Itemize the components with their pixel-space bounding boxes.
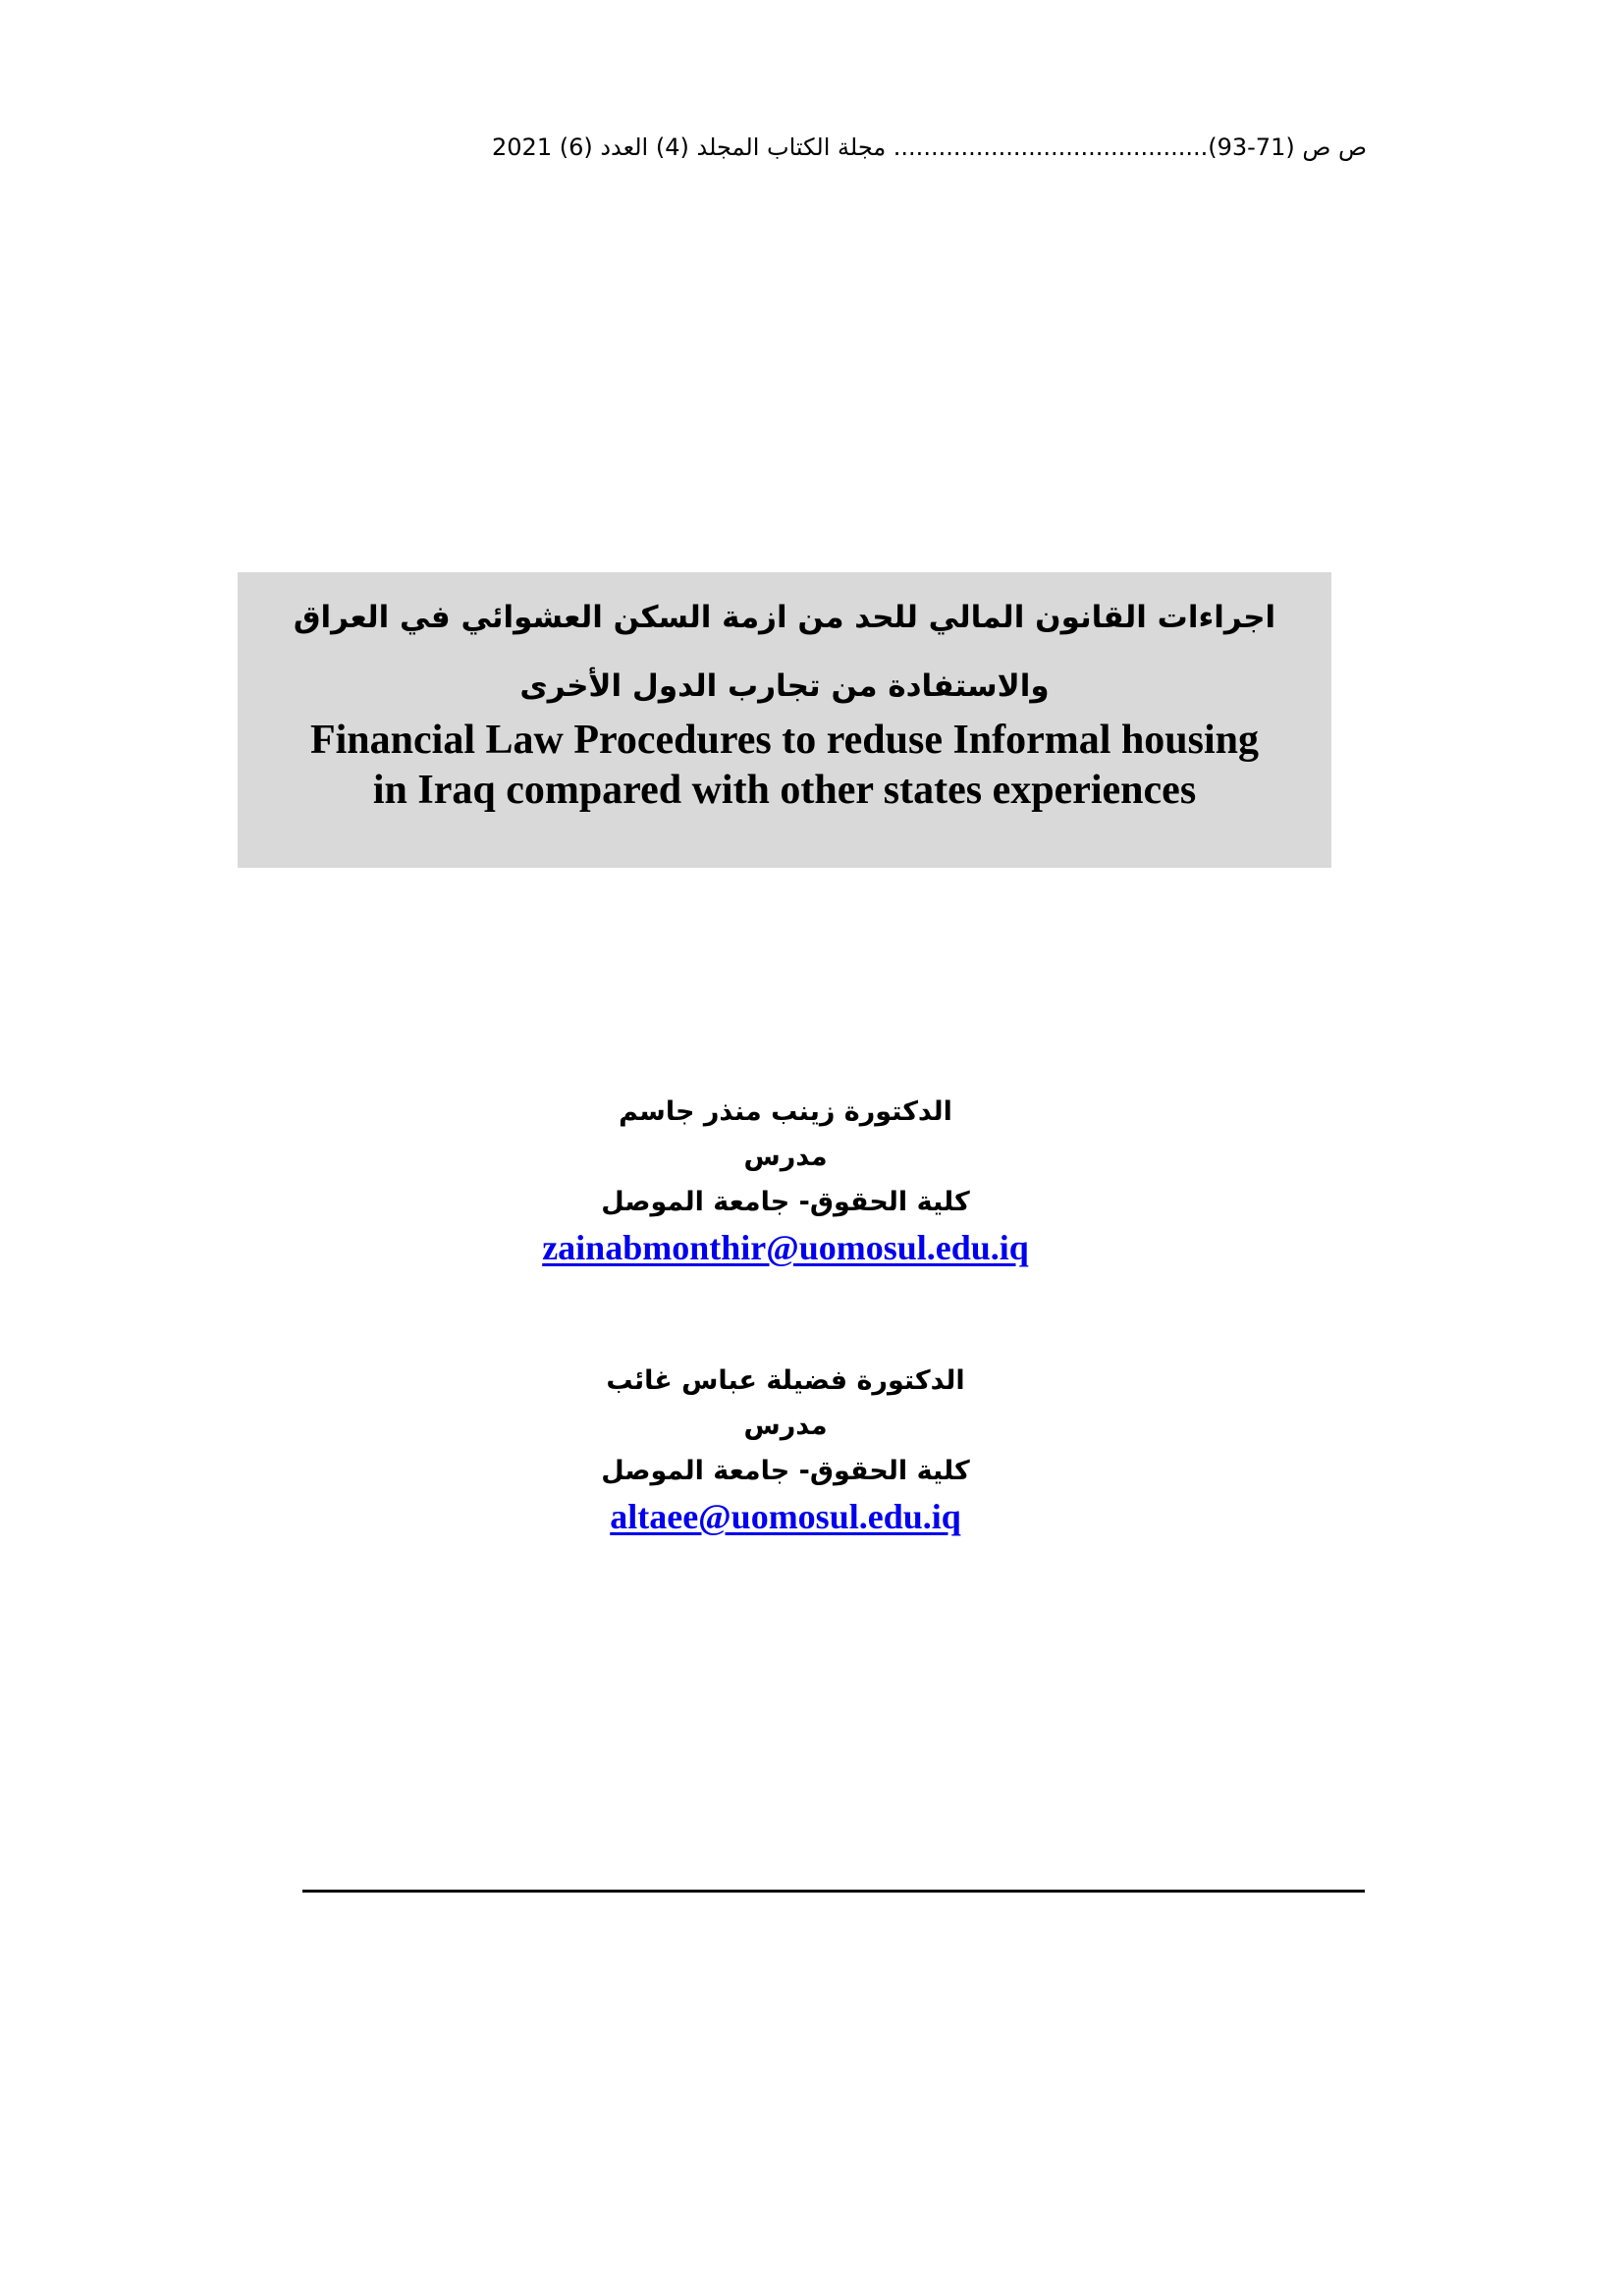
author-block-1	[295, 1090, 1276, 1270]
author-affiliation: كلية الحقوق- جامعة الموصل	[601, 1456, 970, 1486]
author-block-2	[295, 1359, 1276, 1539]
author-name: الدكتورة فضيلة عباس غائب	[606, 1365, 965, 1396]
title-box	[238, 572, 1331, 868]
author-email-link[interactable]: altaee@uomosul.edu.iq	[610, 1497, 961, 1536]
author-position: مدرس	[743, 1142, 828, 1172]
english-title-line-2: in Iraq compared with other states experiences	[372, 768, 1197, 813]
author-email-link[interactable]: zainabmonthir@uomosul.edu.iq	[542, 1228, 1029, 1267]
author-name: الدكتورة زينب منذر جاسم	[619, 1096, 952, 1127]
arabic-title-line-2: والاستفادة من تجارب الدول الأخرى	[519, 668, 1050, 704]
author-position: مدرس	[743, 1411, 828, 1441]
journal-header: ص ص (71-93).......................................... مجلة الكتاب المجلد (4) العدد (6) 2021	[492, 133, 1367, 161]
footnote-divider	[302, 1890, 1365, 1893]
arabic-title-line-1: اجراءات القانون المالي للحد من ازمة السكن العشوائي في العراق	[293, 600, 1276, 635]
author-affiliation: كلية الحقوق- جامعة الموصل	[601, 1187, 970, 1217]
english-title-line-1: Financial Law Procedures to reduse Informal housing	[309, 718, 1260, 763]
